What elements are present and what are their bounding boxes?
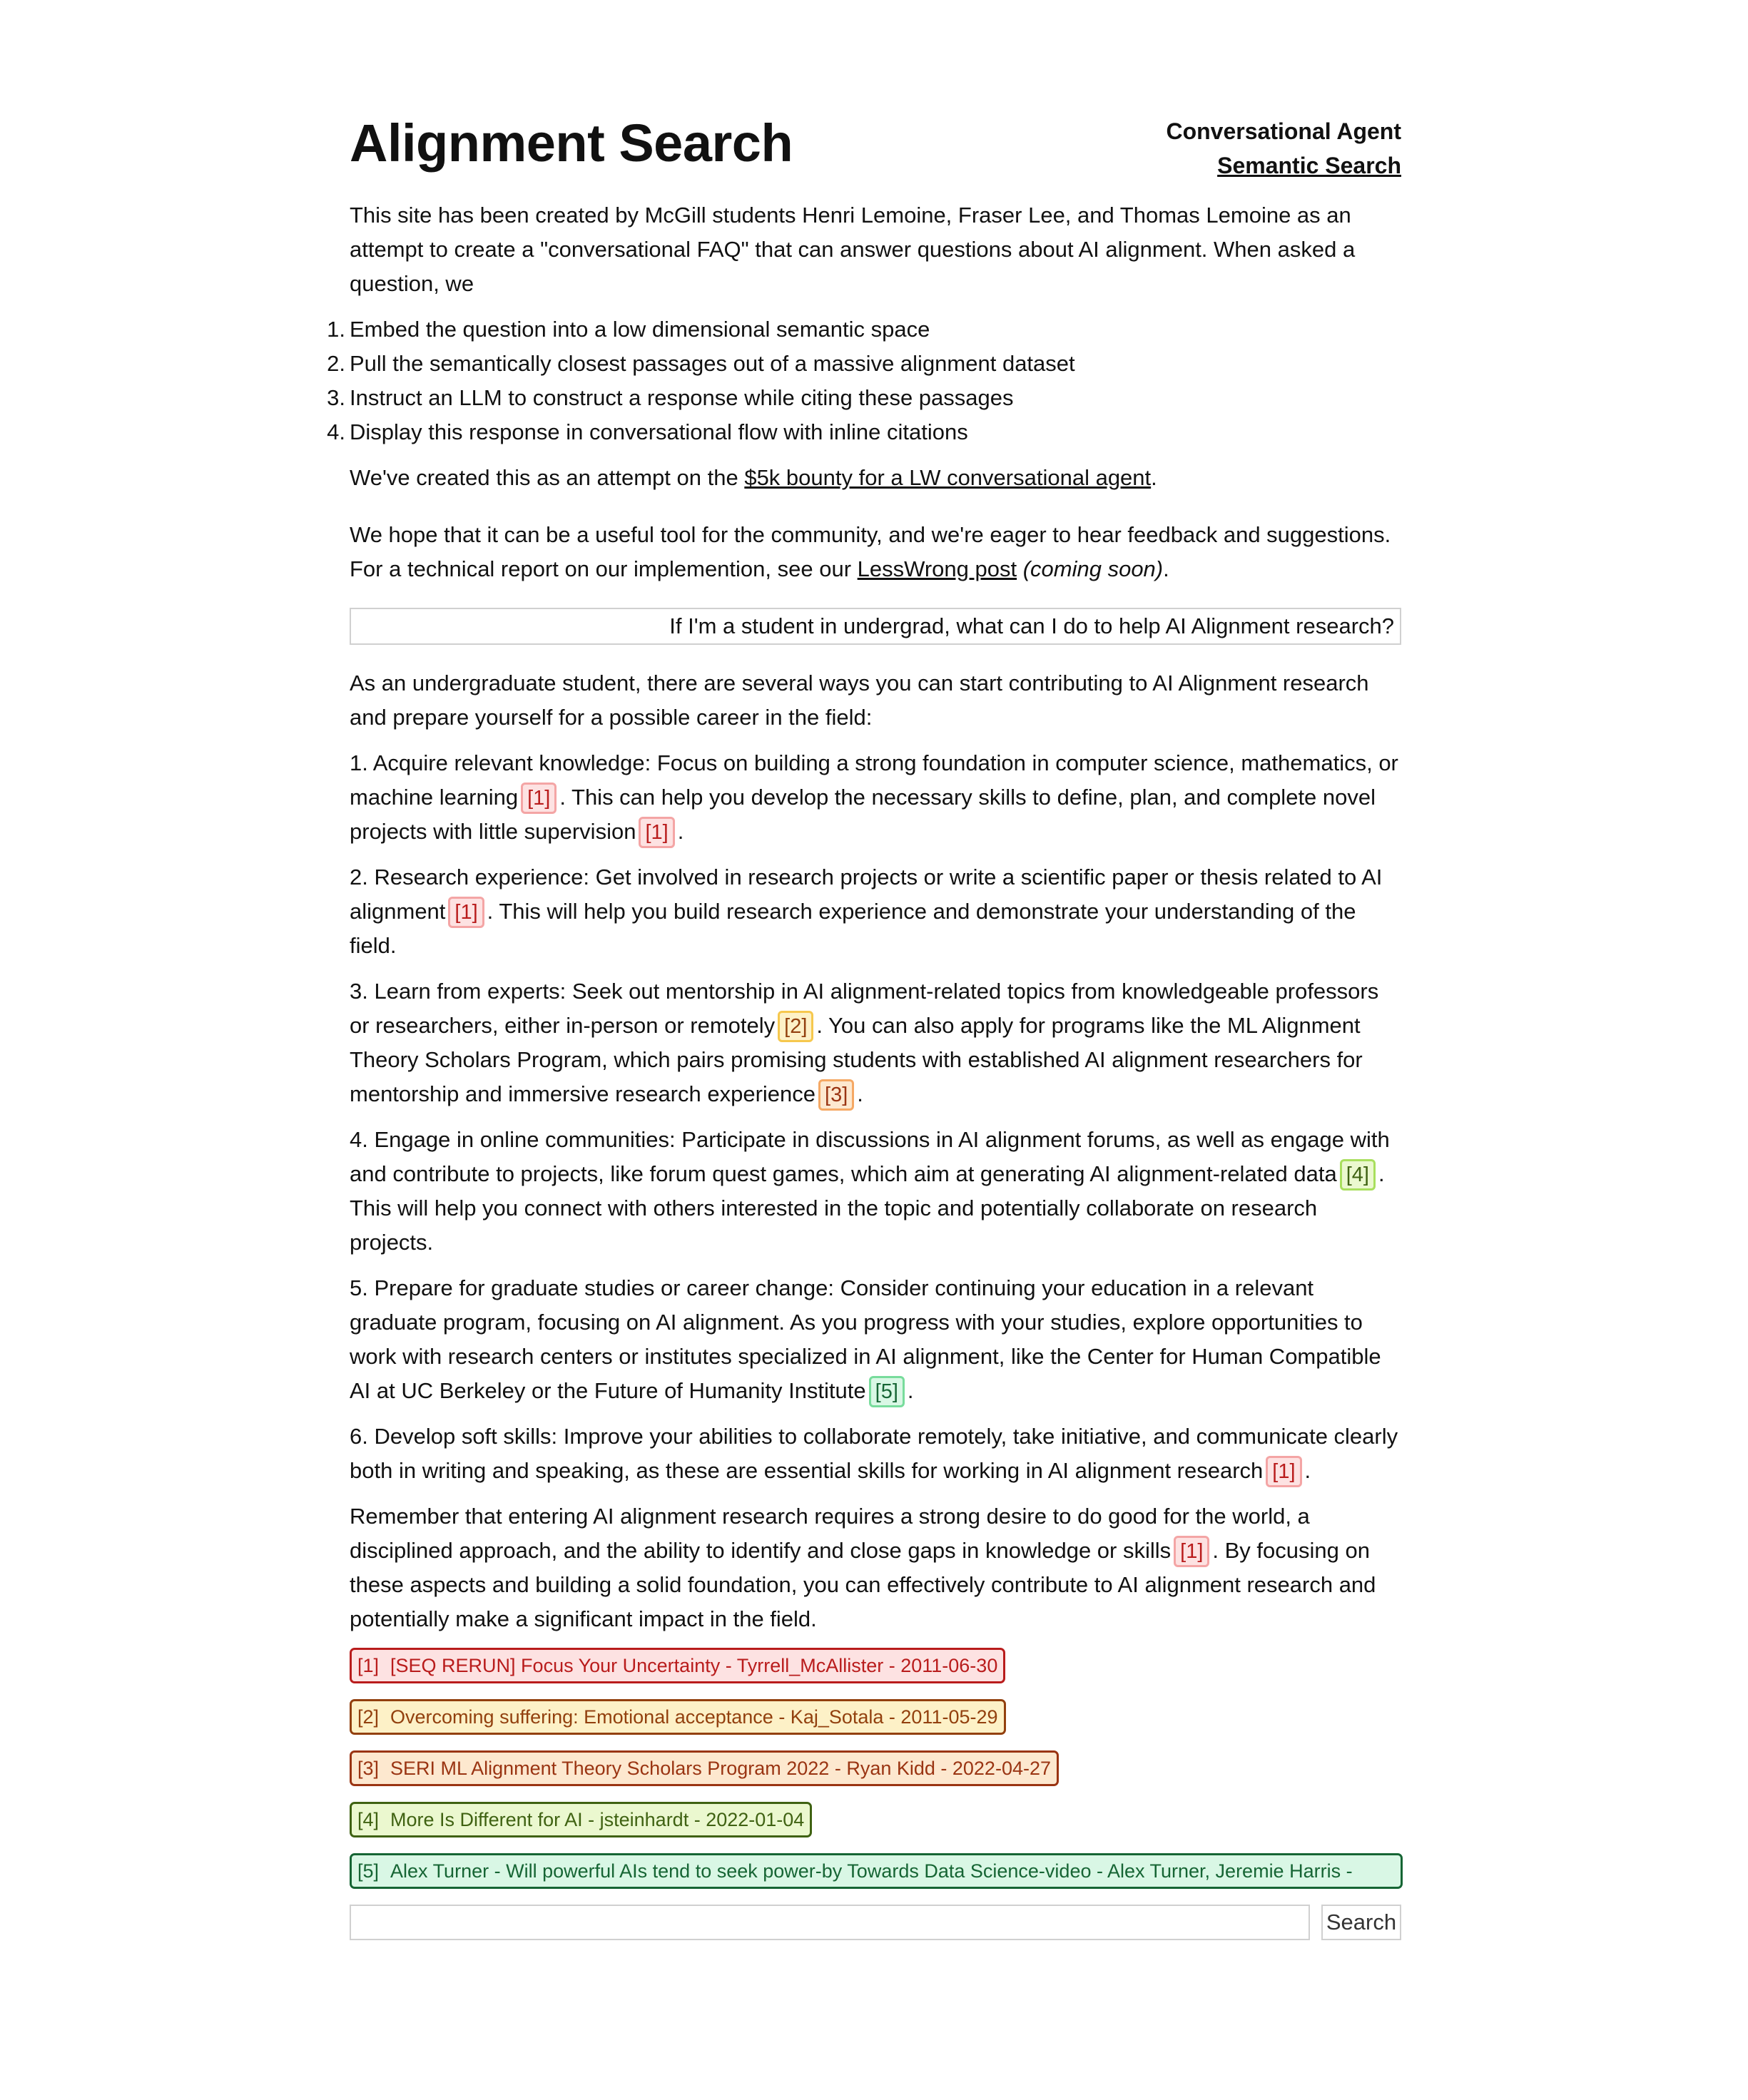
source-item-5[interactable]: [5] Alex Turner - Will powerful AIs tend to seek power-by Towards Data Science-video - Alex Turner, Jeremie Harris - bbox=[350, 1853, 1403, 1889]
answer-point-3: 3. Learn from experts: Seek out mentorship in AI alignment-related topics from knowledgeable professors or researchers, either in-person or remotely [2] . You can also apply for programs like the ML Alignment Theory Scholars Program, which pairs promising students with established AI alignment researchers for mentorship and immersive research experience [3] . bbox=[350, 974, 1401, 1111]
answer-conclusion: Remember that entering AI alignment research requires a strong desire to do good for the world, a disciplined approach, and the ability to identify and close gaps in knowledge or skills [1] . By focusing on these aspects and building a solid foundation, you can effectively contribute to AI alignment research and potentially make a significant impact in the field. bbox=[350, 1504, 1376, 1631]
citation-3[interactable]: [3] bbox=[818, 1079, 854, 1111]
page-title: Alignment Search bbox=[350, 113, 793, 173]
citation-2[interactable]: [2] bbox=[778, 1011, 813, 1042]
citation-1[interactable]: [1] bbox=[521, 783, 557, 814]
source-item-4[interactable]: [4] More Is Different for AI - jsteinhardt - 2022-01-04 bbox=[350, 1802, 812, 1838]
answer-point-2: 2. Research experience: Get involved in research projects or write a scientific paper or thesis related to AI alignment [1] . This will help you build research experience and demonstrate your understanding of the field. bbox=[350, 865, 1383, 958]
answer-point-5: 5. Prepare for graduate studies or career change: Consider continuing your education in a relevant graduate program, focusing on AI alignment. As you progress with your studies, explore opportunities to work with research centers or institutes specialized in AI alignment, like the Center for Human Compatible AI at UC Berkeley or the Future of Humanity Institute [5] . bbox=[350, 1271, 1401, 1408]
answer bbox=[350, 666, 1401, 1636]
search-input[interactable] bbox=[350, 1905, 1310, 1940]
list-item: 3. Instruct an LLM to construct a response while citing these passages bbox=[327, 385, 1014, 410]
top-nav bbox=[1166, 114, 1401, 183]
citation-1[interactable]: [1] bbox=[448, 897, 484, 928]
source-item-2[interactable]: [2] Overcoming suffering: Emotional acceptance - Kaj_Sotala - 2011-05-29 bbox=[350, 1699, 1006, 1735]
bounty-link[interactable]: $5k bounty for a LW conversational agent bbox=[744, 465, 1152, 490]
answer-point-6: 6. Develop soft skills: Improve your abilities to collaborate remotely, take initiative, and communicate clearly both in writing and speaking, as these are essential skills for working in AI alignment research [1] . bbox=[350, 1419, 1401, 1488]
source-item-3[interactable]: [3] SERI ML Alignment Theory Scholars Program 2022 - Ryan Kidd - 2022-04-27 bbox=[350, 1750, 1059, 1786]
citation-1[interactable]: [1] bbox=[1266, 1456, 1301, 1487]
list-item: 4. Display this response in conversational flow with inline citations bbox=[327, 419, 968, 444]
citation-4[interactable]: [4] bbox=[1340, 1159, 1376, 1191]
search-bar bbox=[350, 1905, 1401, 1940]
nav-semantic-search[interactable]: Semantic Search bbox=[1217, 153, 1401, 178]
citation-1[interactable]: [1] bbox=[639, 817, 674, 848]
header bbox=[350, 107, 1401, 198]
source-item-1[interactable]: [1] [SEQ RERUN] Focus Your Uncertainty - Tyrrell_McAllister - 2011-06-30 bbox=[350, 1648, 1005, 1683]
steps-list bbox=[327, 312, 1401, 449]
answer-point-4: 4. Engage in online communities: Participate in discussions in AI alignment forums, as well as engage with and contribute to projects, like forum quest games, which aim at generating AI alignment-related data [4] . This will help you connect with others interested in the topic and potentially collaborate on research projects. bbox=[350, 1127, 1390, 1255]
answer-point-1: 1. Acquire relevant knowledge: Focus on building a strong foundation in computer science, mathematics, or machine learning [1] . This can help you develop the necessary skills to define, plan, and complete novel projects with little supervision [1] . bbox=[350, 746, 1401, 849]
page-container bbox=[327, 107, 1401, 1940]
citation-1[interactable]: [1] bbox=[1174, 1536, 1209, 1567]
intro-text: This site has been created by McGill students Henri Lemoine, Fraser Lee, and Thomas Lemoine as an attempt to create a "conversational FAQ" that can answer questions about AI alignment. When asked a question, we bbox=[350, 203, 1356, 296]
answer-intro: As an undergraduate student, there are several ways you can start contributing to AI Alignment research and prepare yourself for a possible career in the field: bbox=[350, 671, 1369, 730]
bounty-paragraph: We've created this as an attempt on the $5k bounty for a LW conversational agent. bbox=[350, 465, 1157, 490]
search-button[interactable]: Search bbox=[1321, 1905, 1401, 1940]
sources-list bbox=[350, 1648, 1401, 1889]
query-display: If I'm a student in undergrad, what can I do to help AI Alignment research? bbox=[350, 608, 1401, 645]
lesswrong-link[interactable]: LessWrong post bbox=[857, 556, 1017, 581]
citation-5[interactable]: [5] bbox=[869, 1376, 905, 1407]
list-item: 2. Pull the semantically closest passages out of a massive alignment dataset bbox=[327, 351, 1075, 376]
feedback-paragraph: We hope that it can be a useful tool for the community, and we're eager to hear feedback and suggestions. For a technical report on our implemention, see our LessWrong post (coming soon). bbox=[350, 522, 1391, 581]
list-item: 1. Embed the question into a low dimensional semantic space bbox=[327, 317, 930, 342]
nav-conversational-agent[interactable]: Conversational Agent bbox=[1166, 118, 1401, 144]
